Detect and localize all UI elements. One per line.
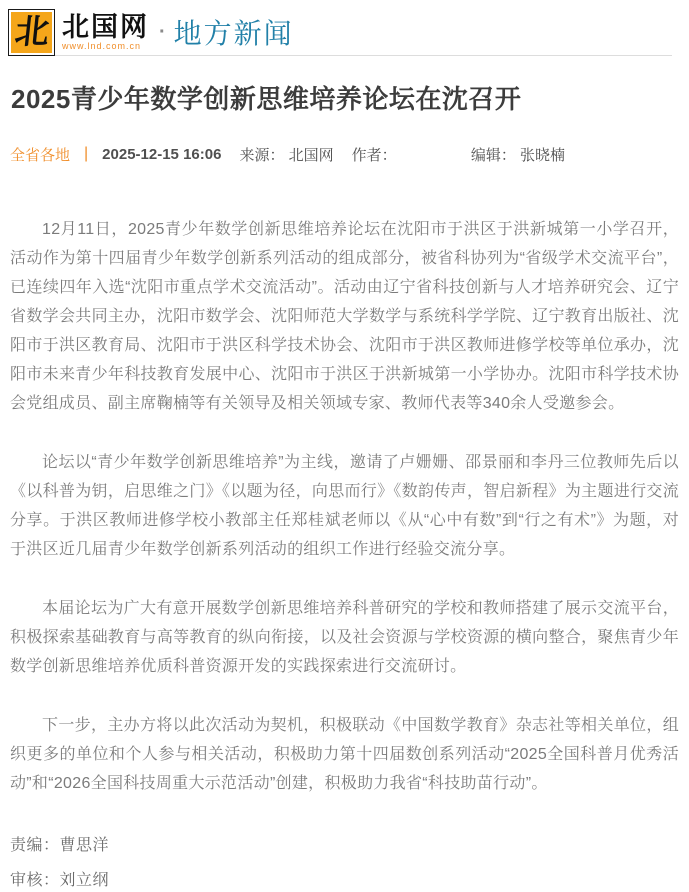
author-field [352,144,453,165]
source-value: 北国网 [288,146,334,164]
source-field [239,144,333,165]
site-url: www.lnd.com.cn [62,40,142,51]
source-label: 来源： [239,146,285,164]
editor-field [471,144,565,165]
site-logo[interactable] [8,9,55,56]
category-link[interactable]: 全省各地 [10,146,71,164]
article-title: 2025青少年数学创新思维培养论坛在沈召开 [11,84,522,114]
header-dot-separator: · [159,20,166,43]
meta-divider: | [84,145,89,162]
editor-label: 编辑： [470,146,516,164]
duty-editor-line: 责编：曹思洋 [10,836,110,854]
author-label: 作者： [351,146,397,164]
article-meta [10,144,679,165]
logo-bei-glyph: 北 [12,12,51,52]
paragraph-1: 12月11日，2025青少年数学创新思维培养论坛在沈阳市于洪区于洪新城第一小学召开，活动作为第十四届青少年数学创新系列活动的组成部分，被省科协列为“省级学术交流平台”，已连续四年入选“沈阳市重点学术交流活动”。活动由辽宁省科技创新与人才培养研究会、辽宁省数学会共同主办，沈阳市数学会、沈阳师范大学数学与系统科学学院、辽宁教育出版社、沈阳市于洪区教育局、沈阳市于洪区科学技术协会、沈阳市于洪区教师进修学校等单位承办，沈阳市未来青少年科技教育发展中心、沈阳市于洪区于洪新城第一小学协办。沈阳市科学技术协会党组成员、副主席鞠楠等有关领导及相关领域专家、教师代表等340余人受邀参会。 [10,220,679,412]
header-divider [8,55,672,56]
site-header [0,0,689,55]
site-name: 北国网 [62,11,149,42]
editor-value: 张晓楠 [520,146,566,164]
article-footer [10,835,679,892]
article-body [10,215,679,798]
paragraph-4: 下一步，主办方将以此次活动为契机，积极联动《中国数学教育》杂志社等相关单位，组织更多的单位和个人参与相关活动，积极助力第十四届数创系列活动“2025全国科普月优秀活动”和“2026全国科技周重大示范活动”创建，积极助力我省“科技助苗行动”。 [10,716,679,792]
reviewer-line: 审核：刘立纲 [10,871,110,889]
publish-datetime: 2025-12-15 16:06 [102,145,222,163]
article [0,83,689,892]
paragraph-2: 论坛以“青少年数学创新思维培养”为主线，邀请了卢姗姗、邵景丽和李丹三位教师先后以《以科普为钥，启思维之门》《以题为径，向思而行》《数韵传声，智启新程》为主题进行交流分享。于洪区教师进修学校小教部主任郑桂斌老师以《从“心中有数”到“行之有术”》为题，对于洪区近几届青少年数学创新系列活动的组织工作进行经验交流分享。 [10,453,679,558]
site-name-block[interactable] [62,11,149,51]
paragraph-3: 本届论坛为广大有意开展数学创新思维培养科普研究的学校和教师搭建了展示交流平台，积极探索基础教育与高等教育的纵向衔接，以及社会资源与学校资源的横向整合，聚焦青少年数学创新思维培养优质科普资源开发的实践探索进行交流研讨。 [10,599,679,675]
channel-title: 地方新闻 [173,18,294,49]
